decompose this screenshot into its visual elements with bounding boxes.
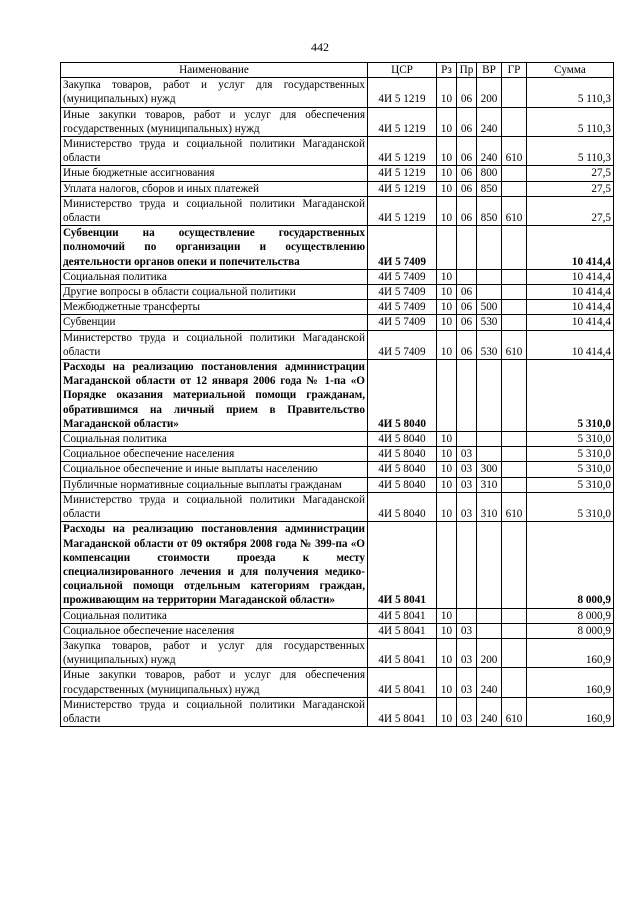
header-name: Наименование bbox=[61, 63, 368, 78]
cell-amount: 5 110,3 bbox=[527, 107, 614, 136]
cell-gr bbox=[502, 226, 527, 270]
cell-pr: 03 bbox=[457, 668, 477, 697]
cell-csr: 4И 5 1219 bbox=[368, 181, 437, 196]
cell-vr: 240 bbox=[477, 668, 502, 697]
cell-vr: 200 bbox=[477, 78, 502, 107]
cell-csr: 4И 5 1219 bbox=[368, 137, 437, 166]
table-row bbox=[61, 137, 614, 166]
cell-name: Иные закупки товаров, работ и услуг для обеспечения государственных (муниципальных) нужд bbox=[61, 668, 368, 697]
cell-rz: 10 bbox=[437, 330, 457, 359]
cell-csr: 4И 5 8040 bbox=[368, 462, 437, 477]
cell-rz: 10 bbox=[437, 196, 457, 225]
table-row bbox=[61, 107, 614, 136]
header-csr: ЦСР bbox=[368, 63, 437, 78]
table-row bbox=[61, 300, 614, 315]
budget-table bbox=[60, 62, 614, 727]
cell-name: Уплата налогов, сборов и иных платежей bbox=[61, 181, 368, 196]
cell-rz bbox=[437, 522, 457, 608]
cell-vr: 310 bbox=[477, 477, 502, 492]
cell-pr: 03 bbox=[457, 477, 477, 492]
cell-gr bbox=[502, 668, 527, 697]
cell-csr: 4И 5 1219 bbox=[368, 196, 437, 225]
table-row bbox=[61, 638, 614, 667]
cell-rz: 10 bbox=[437, 668, 457, 697]
cell-csr: 4И 5 8041 bbox=[368, 668, 437, 697]
cell-gr bbox=[502, 300, 527, 315]
cell-pr: 03 bbox=[457, 462, 477, 477]
cell-csr: 4И 5 7409 bbox=[368, 315, 437, 330]
cell-gr bbox=[502, 522, 527, 608]
cell-rz bbox=[437, 360, 457, 432]
cell-name: Социальная политика bbox=[61, 608, 368, 623]
cell-rz: 10 bbox=[437, 166, 457, 181]
cell-rz: 10 bbox=[437, 300, 457, 315]
header-pr: Пр bbox=[457, 63, 477, 78]
cell-rz: 10 bbox=[437, 462, 457, 477]
cell-vr bbox=[477, 432, 502, 447]
table-row bbox=[61, 477, 614, 492]
table-row bbox=[61, 226, 614, 270]
table-row bbox=[61, 360, 614, 432]
cell-gr: 610 bbox=[502, 492, 527, 521]
cell-csr: 4И 5 8040 bbox=[368, 477, 437, 492]
cell-pr bbox=[457, 269, 477, 284]
cell-vr: 850 bbox=[477, 196, 502, 225]
cell-gr bbox=[502, 107, 527, 136]
cell-gr bbox=[502, 166, 527, 181]
cell-rz: 10 bbox=[437, 269, 457, 284]
cell-amount: 160,9 bbox=[527, 697, 614, 726]
cell-pr: 06 bbox=[457, 300, 477, 315]
cell-csr: 4И 5 1219 bbox=[368, 107, 437, 136]
cell-amount: 5 310,0 bbox=[527, 462, 614, 477]
cell-name: Субвенции на осуществление государственных полномочий по организации и осуществлению деятельности органов опеки и попечительства bbox=[61, 226, 368, 270]
cell-amount: 5 310,0 bbox=[527, 360, 614, 432]
cell-vr: 800 bbox=[477, 166, 502, 181]
cell-gr bbox=[502, 360, 527, 432]
cell-pr: 03 bbox=[457, 447, 477, 462]
cell-pr bbox=[457, 522, 477, 608]
cell-vr bbox=[477, 360, 502, 432]
cell-name: Социальная политика bbox=[61, 269, 368, 284]
table-row bbox=[61, 181, 614, 196]
cell-name: Министерство труда и социальной политики Магаданской области bbox=[61, 492, 368, 521]
cell-vr bbox=[477, 608, 502, 623]
table-row bbox=[61, 522, 614, 608]
cell-pr bbox=[457, 226, 477, 270]
cell-amount: 8 000,9 bbox=[527, 608, 614, 623]
cell-name: Министерство труда и социальной политики Магаданской области bbox=[61, 196, 368, 225]
cell-pr: 06 bbox=[457, 78, 477, 107]
cell-csr: 4И 5 7409 bbox=[368, 300, 437, 315]
cell-vr: 500 bbox=[477, 300, 502, 315]
table-row bbox=[61, 432, 614, 447]
cell-pr: 06 bbox=[457, 285, 477, 300]
cell-gr bbox=[502, 623, 527, 638]
cell-amount: 10 414,4 bbox=[527, 330, 614, 359]
cell-gr: 610 bbox=[502, 697, 527, 726]
cell-amount: 8 000,9 bbox=[527, 623, 614, 638]
cell-gr bbox=[502, 181, 527, 196]
cell-vr: 530 bbox=[477, 315, 502, 330]
cell-rz bbox=[437, 226, 457, 270]
cell-csr: 4И 5 7409 bbox=[368, 285, 437, 300]
cell-name: Социальное обеспечение и иные выплаты населению bbox=[61, 462, 368, 477]
cell-pr: 03 bbox=[457, 697, 477, 726]
cell-gr bbox=[502, 315, 527, 330]
cell-amount: 10 414,4 bbox=[527, 269, 614, 284]
cell-name: Расходы на реализацию постановления администрации Магаданской области от 09 октября 2008 года № 399-па «О компенсации стоимости проезда к месту специализированного лечения и для получения медико-социальной помощи отдельным категориям граждан, проживающим на территории Магаданской области» bbox=[61, 522, 368, 608]
cell-pr: 03 bbox=[457, 623, 477, 638]
table-body bbox=[61, 78, 614, 727]
cell-pr bbox=[457, 608, 477, 623]
cell-amount: 27,5 bbox=[527, 166, 614, 181]
cell-name: Расходы на реализацию постановления администрации Магаданской области от 12 января 2006 года № 1-па «О Порядке оказания материальной помощи гражданам, обратившимся на личный прием в Правительство Магаданской области» bbox=[61, 360, 368, 432]
cell-rz: 10 bbox=[437, 181, 457, 196]
cell-name: Министерство труда и социальной политики Магаданской области bbox=[61, 330, 368, 359]
cell-rz: 10 bbox=[437, 608, 457, 623]
table-row bbox=[61, 608, 614, 623]
cell-rz: 10 bbox=[437, 492, 457, 521]
cell-csr: 4И 5 7409 bbox=[368, 269, 437, 284]
cell-amount: 27,5 bbox=[527, 181, 614, 196]
cell-csr: 4И 5 1219 bbox=[368, 166, 437, 181]
cell-pr: 06 bbox=[457, 330, 477, 359]
table-row bbox=[61, 269, 614, 284]
header-vr: ВР bbox=[477, 63, 502, 78]
table-row bbox=[61, 330, 614, 359]
cell-csr: 4И 5 8041 bbox=[368, 522, 437, 608]
cell-gr bbox=[502, 269, 527, 284]
cell-rz: 10 bbox=[437, 432, 457, 447]
cell-pr bbox=[457, 432, 477, 447]
cell-csr: 4И 5 8040 bbox=[368, 447, 437, 462]
cell-gr bbox=[502, 285, 527, 300]
cell-amount: 27,5 bbox=[527, 196, 614, 225]
cell-amount: 5 110,3 bbox=[527, 137, 614, 166]
cell-pr: 06 bbox=[457, 137, 477, 166]
cell-gr bbox=[502, 608, 527, 623]
cell-vr bbox=[477, 522, 502, 608]
cell-amount: 10 414,4 bbox=[527, 285, 614, 300]
cell-pr: 06 bbox=[457, 315, 477, 330]
cell-pr bbox=[457, 360, 477, 432]
cell-csr: 4И 5 7409 bbox=[368, 226, 437, 270]
cell-vr: 200 bbox=[477, 638, 502, 667]
page-number: 442 bbox=[311, 40, 329, 54]
cell-gr bbox=[502, 477, 527, 492]
table-row bbox=[61, 668, 614, 697]
table-row bbox=[61, 78, 614, 107]
cell-rz: 10 bbox=[437, 285, 457, 300]
table-row bbox=[61, 166, 614, 181]
cell-name: Иные закупки товаров, работ и услуг для обеспечения государственных (муниципальных) нужд bbox=[61, 107, 368, 136]
header-rz: Рз bbox=[437, 63, 457, 78]
cell-amount: 10 414,4 bbox=[527, 315, 614, 330]
cell-csr: 4И 5 8041 bbox=[368, 638, 437, 667]
cell-vr: 530 bbox=[477, 330, 502, 359]
cell-gr: 610 bbox=[502, 137, 527, 166]
cell-rz: 10 bbox=[437, 477, 457, 492]
cell-csr: 4И 5 8041 bbox=[368, 608, 437, 623]
cell-vr: 310 bbox=[477, 492, 502, 521]
cell-csr: 4И 5 1219 bbox=[368, 78, 437, 107]
cell-gr bbox=[502, 462, 527, 477]
header-amount: Сумма bbox=[527, 63, 614, 78]
cell-amount: 160,9 bbox=[527, 638, 614, 667]
cell-csr: 4И 5 8040 bbox=[368, 432, 437, 447]
cell-rz: 10 bbox=[437, 137, 457, 166]
cell-csr: 4И 5 8040 bbox=[368, 360, 437, 432]
cell-amount: 5 310,0 bbox=[527, 492, 614, 521]
cell-csr: 4И 5 8041 bbox=[368, 697, 437, 726]
cell-rz: 10 bbox=[437, 447, 457, 462]
cell-name: Иные бюджетные ассигнования bbox=[61, 166, 368, 181]
table-row bbox=[61, 447, 614, 462]
cell-amount: 5 310,0 bbox=[527, 447, 614, 462]
cell-gr bbox=[502, 447, 527, 462]
cell-vr: 240 bbox=[477, 697, 502, 726]
cell-amount: 10 414,4 bbox=[527, 226, 614, 270]
cell-csr: 4И 5 8040 bbox=[368, 492, 437, 521]
cell-amount: 5 310,0 bbox=[527, 432, 614, 447]
cell-rz: 10 bbox=[437, 697, 457, 726]
cell-vr bbox=[477, 623, 502, 638]
cell-vr: 300 bbox=[477, 462, 502, 477]
header-gr: ГР bbox=[502, 63, 527, 78]
cell-name: Социальное обеспечение населения bbox=[61, 623, 368, 638]
table-row bbox=[61, 697, 614, 726]
cell-amount: 5 110,3 bbox=[527, 78, 614, 107]
table-row bbox=[61, 623, 614, 638]
cell-vr: 240 bbox=[477, 107, 502, 136]
cell-vr bbox=[477, 226, 502, 270]
cell-name: Социальное обеспечение населения bbox=[61, 447, 368, 462]
cell-rz: 10 bbox=[437, 78, 457, 107]
cell-name: Субвенции bbox=[61, 315, 368, 330]
cell-rz: 10 bbox=[437, 315, 457, 330]
cell-rz: 10 bbox=[437, 107, 457, 136]
cell-rz: 10 bbox=[437, 638, 457, 667]
table-header-row bbox=[61, 63, 614, 78]
cell-amount: 5 310,0 bbox=[527, 477, 614, 492]
cell-pr: 03 bbox=[457, 492, 477, 521]
table-row bbox=[61, 285, 614, 300]
cell-gr: 610 bbox=[502, 196, 527, 225]
cell-amount: 10 414,4 bbox=[527, 300, 614, 315]
cell-pr: 03 bbox=[457, 638, 477, 667]
table-row bbox=[61, 492, 614, 521]
cell-gr: 610 bbox=[502, 330, 527, 359]
cell-gr bbox=[502, 638, 527, 667]
cell-name: Другие вопросы в области социальной политики bbox=[61, 285, 368, 300]
cell-rz: 10 bbox=[437, 623, 457, 638]
cell-gr bbox=[502, 432, 527, 447]
cell-amount: 8 000,9 bbox=[527, 522, 614, 608]
cell-name: Министерство труда и социальной политики Магаданской области bbox=[61, 137, 368, 166]
cell-name: Социальная политика bbox=[61, 432, 368, 447]
cell-name: Межбюджетные трансферты bbox=[61, 300, 368, 315]
cell-vr bbox=[477, 269, 502, 284]
cell-csr: 4И 5 7409 bbox=[368, 330, 437, 359]
table-row bbox=[61, 196, 614, 225]
table-row bbox=[61, 462, 614, 477]
cell-pr: 06 bbox=[457, 181, 477, 196]
cell-pr: 06 bbox=[457, 196, 477, 225]
cell-vr bbox=[477, 285, 502, 300]
cell-pr: 06 bbox=[457, 166, 477, 181]
cell-name: Министерство труда и социальной политики Магаданской области bbox=[61, 697, 368, 726]
cell-vr: 850 bbox=[477, 181, 502, 196]
cell-vr bbox=[477, 447, 502, 462]
cell-name: Закупка товаров, работ и услуг для государственных (муниципальных) нужд bbox=[61, 78, 368, 107]
cell-amount: 160,9 bbox=[527, 668, 614, 697]
cell-name: Публичные нормативные социальные выплаты гражданам bbox=[61, 477, 368, 492]
cell-pr: 06 bbox=[457, 107, 477, 136]
table-row bbox=[61, 315, 614, 330]
cell-csr: 4И 5 8041 bbox=[368, 623, 437, 638]
cell-gr bbox=[502, 78, 527, 107]
cell-vr: 240 bbox=[477, 137, 502, 166]
cell-name: Закупка товаров, работ и услуг для государственных (муниципальных) нужд bbox=[61, 638, 368, 667]
